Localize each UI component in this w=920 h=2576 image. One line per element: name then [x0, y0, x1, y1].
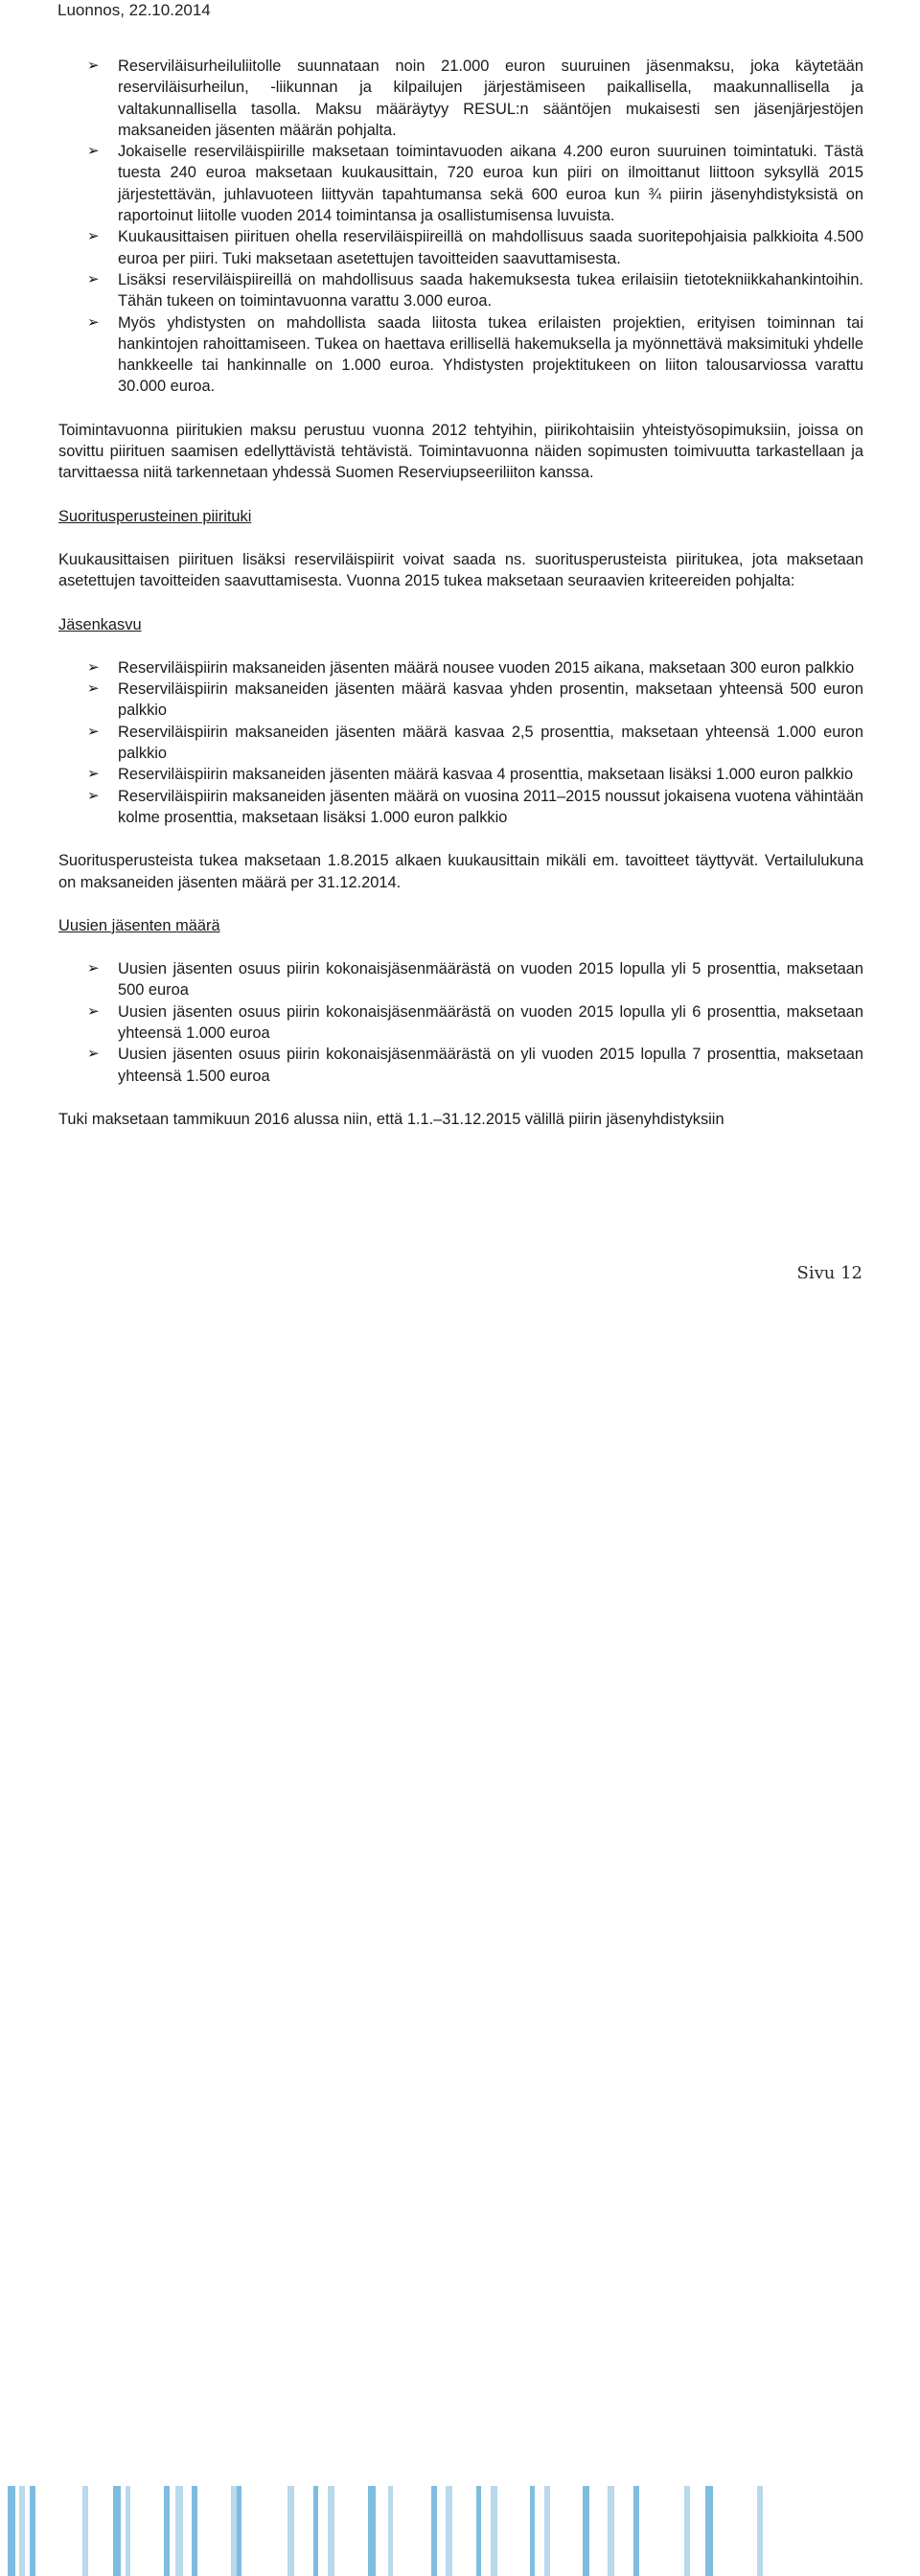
arrow-bullet-icon: ➢ [87, 658, 100, 676]
list-item: ➢ Kuukausittaisen piirituen ohella reserviläispiireillä on mahdollisuus saada suoritepohjaisia palkkioita 4.500 euroa per piiri. Tuki maksetaan asetettujen tavoitteiden saavuttamisesta. [87, 228, 863, 267]
arrow-bullet-icon: ➢ [87, 960, 100, 978]
arrow-bullet-icon: ➢ [87, 143, 100, 160]
list-item: ➢ Uusien jäsenten osuus piirin kokonaisjäsenmäärästä on yli vuoden 2015 lopulla 7 prosenttia, maksetaan yhteensä 1.500 euroa [87, 1046, 863, 1085]
heading-uusien-jasenten: Uusien jäsenten määrä [58, 916, 220, 934]
arrow-bullet-icon: ➢ [87, 1002, 100, 1020]
paragraph-suoritus: Kuukausittaisen piirituen lisäksi reserviläispiirit voivat saada ns. suoritusperusteista piiritukea, jota maksetaan asetettujen tavoitteiden saavuttamisesta. Vuonna 2015 tukea maksetaan seuraavien kriteereiden pohjalta: [58, 550, 863, 590]
arrow-bullet-icon: ➢ [87, 766, 100, 783]
document-header: Luonnos, 22.10.2014 [58, 1, 211, 19]
list-item: ➢ Uusien jäsenten osuus piirin kokonaisjäsenmäärästä on vuoden 2015 lopulla yli 5 prosenttia, maksetaan 500 euroa [87, 960, 863, 1000]
arrow-bullet-icon: ➢ [87, 723, 100, 740]
list-item: ➢ Reserviläispiirin maksaneiden jäsenten määrä nousee vuoden 2015 aikana, maksetaan 300 euron palkkio [58, 657, 863, 678]
arrow-bullet-icon: ➢ [87, 787, 100, 804]
arrow-bullet-icon: ➢ [87, 1046, 100, 1063]
arrow-bullet-icon: ➢ [87, 58, 100, 74]
document-body [58, 56, 863, 1130]
list-item: ➢ Jokaiselle reserviläispiirille maksetaan toimintavuoden aikana 4.200 euron suuruinen toimintatuki. Tästä tuesta 240 euroa maksetaan kuukausittain, 720 euroa kun piiri on ilmoittanut liittoon syksyllä 2015 järjestettävän, juhlavuoteen liittyvän tapahtumansa sekä 600 euroa kun ¾ piirin jäsenyhdistyksistä on raportoinut liitolle vuoden 2014 toimintansa ja osallistumisensa luvuista. [87, 143, 863, 225]
uusien-bullet-list [58, 958, 863, 1087]
list-item: ➢ Lisäksi reserviläispiireillä on mahdollisuus saada hakemuksesta tukea erilaisiin tietotekniikkahankintoihin. Tähän tukeen on toimintavuonna varattu 3.000 euroa. [87, 270, 863, 310]
list-item: ➢ Reserviläisurheiluliitolle suunnataan noin 21.000 euron suuruinen jäsenmaksu, joka käytetään reserviläisurheilun, -liikunnan ja kilpailujen järjestämiseen paikallisella, maakunnallisella ja valtakunnallisella tasolla. Maksu määräytyy RESUL:n sääntöjen mukaisesti sen jäsenjärjestöjen maksaneiden jäsenten määrän pohjalta. [87, 58, 863, 139]
arrow-bullet-icon: ➢ [87, 270, 100, 288]
heading-jasenkasvu: Jäsenkasvu [58, 615, 142, 633]
list-item: ➢ Reserviläispiirin maksaneiden jäsenten määrä kasvaa yhden prosentin, maksetaan yhteensä 500 euron palkkio [87, 680, 863, 720]
paragraph-toimintavuonna: Toimintavuonna piiritukien maksu perustuu vuonna 2012 tehtyihin, piirikohtaisiin yhteistyösopimuksiin, joissa on sovittu piirituen saamisen edellyttävistä tehtävistä. Toimintavuonna näiden sopimusten toimivuutta tarkastellaan ja tarvittaessa niitä tarkennetaan yhdessä Suomen Reserviupseeriliiton kanssa. [58, 421, 863, 482]
footer-decoration [0, 1243, 920, 1338]
page-number: Sivu 12 [796, 1263, 862, 1283]
heading-suoritusperusteinen: Suoritusperusteinen piirituki [58, 507, 252, 525]
list-item: ➢ Reserviläispiirin maksaneiden jäsenten määrä kasvaa 4 prosenttia, maksetaan lisäksi 1.000 euron palkkio [58, 764, 863, 785]
intro-bullet-list [58, 56, 863, 398]
arrow-bullet-icon: ➢ [87, 680, 100, 698]
arrow-bullet-icon: ➢ [87, 228, 100, 245]
paragraph-tuki: Tuki maksetaan tammikuun 2016 alussa niin, että 1.1.–31.12.2015 välillä piirin jäsenyhdistyksiin [58, 1110, 724, 1128]
list-item: ➢ Uusien jäsenten osuus piirin kokonaisjäsenmäärästä on vuoden 2015 lopulla yli 6 prosenttia, maksetaan yhteensä 1.000 euroa [87, 1002, 863, 1042]
list-item: ➢ Reserviläispiirin maksaneiden jäsenten määrä on vuosina 2011–2015 noussut jokaisena vuotena vähintään kolme prosenttia, maksetaan lisäksi 1.000 euron palkkio [87, 787, 863, 826]
arrow-bullet-icon: ➢ [87, 313, 100, 331]
paragraph-maksetaan: Suoritusperusteista tukea maksetaan 1.8.2015 alkaen kuukausittain mikäli em. tavoitteet täyttyvät. Vertailulukuna on maksaneiden jäsenten määrä per 31.12.2014. [58, 852, 863, 891]
list-item: ➢ Reserviläispiirin maksaneiden jäsenten määrä kasvaa 2,5 prosenttia, maksetaan yhteensä 1.000 euron palkkio [87, 723, 863, 763]
jasenkasvu-bullet-list [58, 657, 863, 828]
list-item: ➢ Myös yhdistysten on mahdollista saada liitosta tukea erilaisten projektien, erityisen toiminnan tai hankintojen rahoittamiseen. Tukea on haettava erillisellä hakemuksella ja myönnettävä maksimituki yhdelle hankkeelle tai hankinnalle on 1.000 euroa. Yhdistysten projektitukeen on liiton talousarviossa varattu 30.000 euroa. [87, 313, 863, 396]
